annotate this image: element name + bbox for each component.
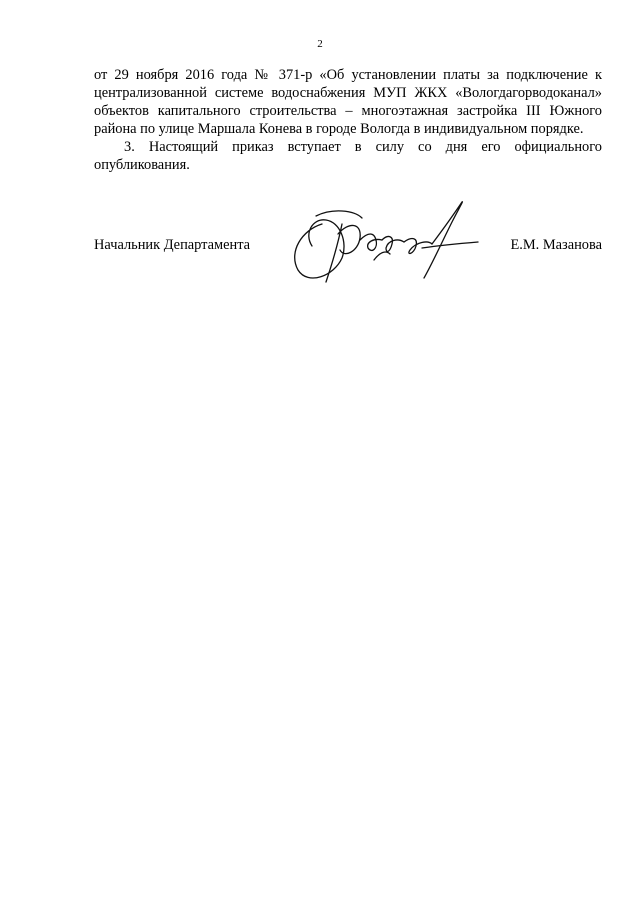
document-body: [94, 66, 602, 174]
page-number: 2: [317, 38, 323, 50]
paragraph-continuation: от 29 ноября 2016 года № 371-р «Об установлении платы за подключение к централизованной системе водоснабжения МУП ЖКХ «Вологдагорводоканал» объектов капитального строительства – многоэтажная застройка III Южного района по улице Маршала Конева в городе Вологда в индивидуальном порядке.: [94, 67, 602, 137]
signatory-position: Начальник Департамента: [94, 237, 251, 253]
paragraph-3: 3. Настоящий приказ вступает в силу со дня его официального опубликования.: [94, 139, 602, 173]
signatory-name: Е.М. Мазанова: [510, 237, 602, 253]
handwritten-signature: [282, 194, 482, 290]
